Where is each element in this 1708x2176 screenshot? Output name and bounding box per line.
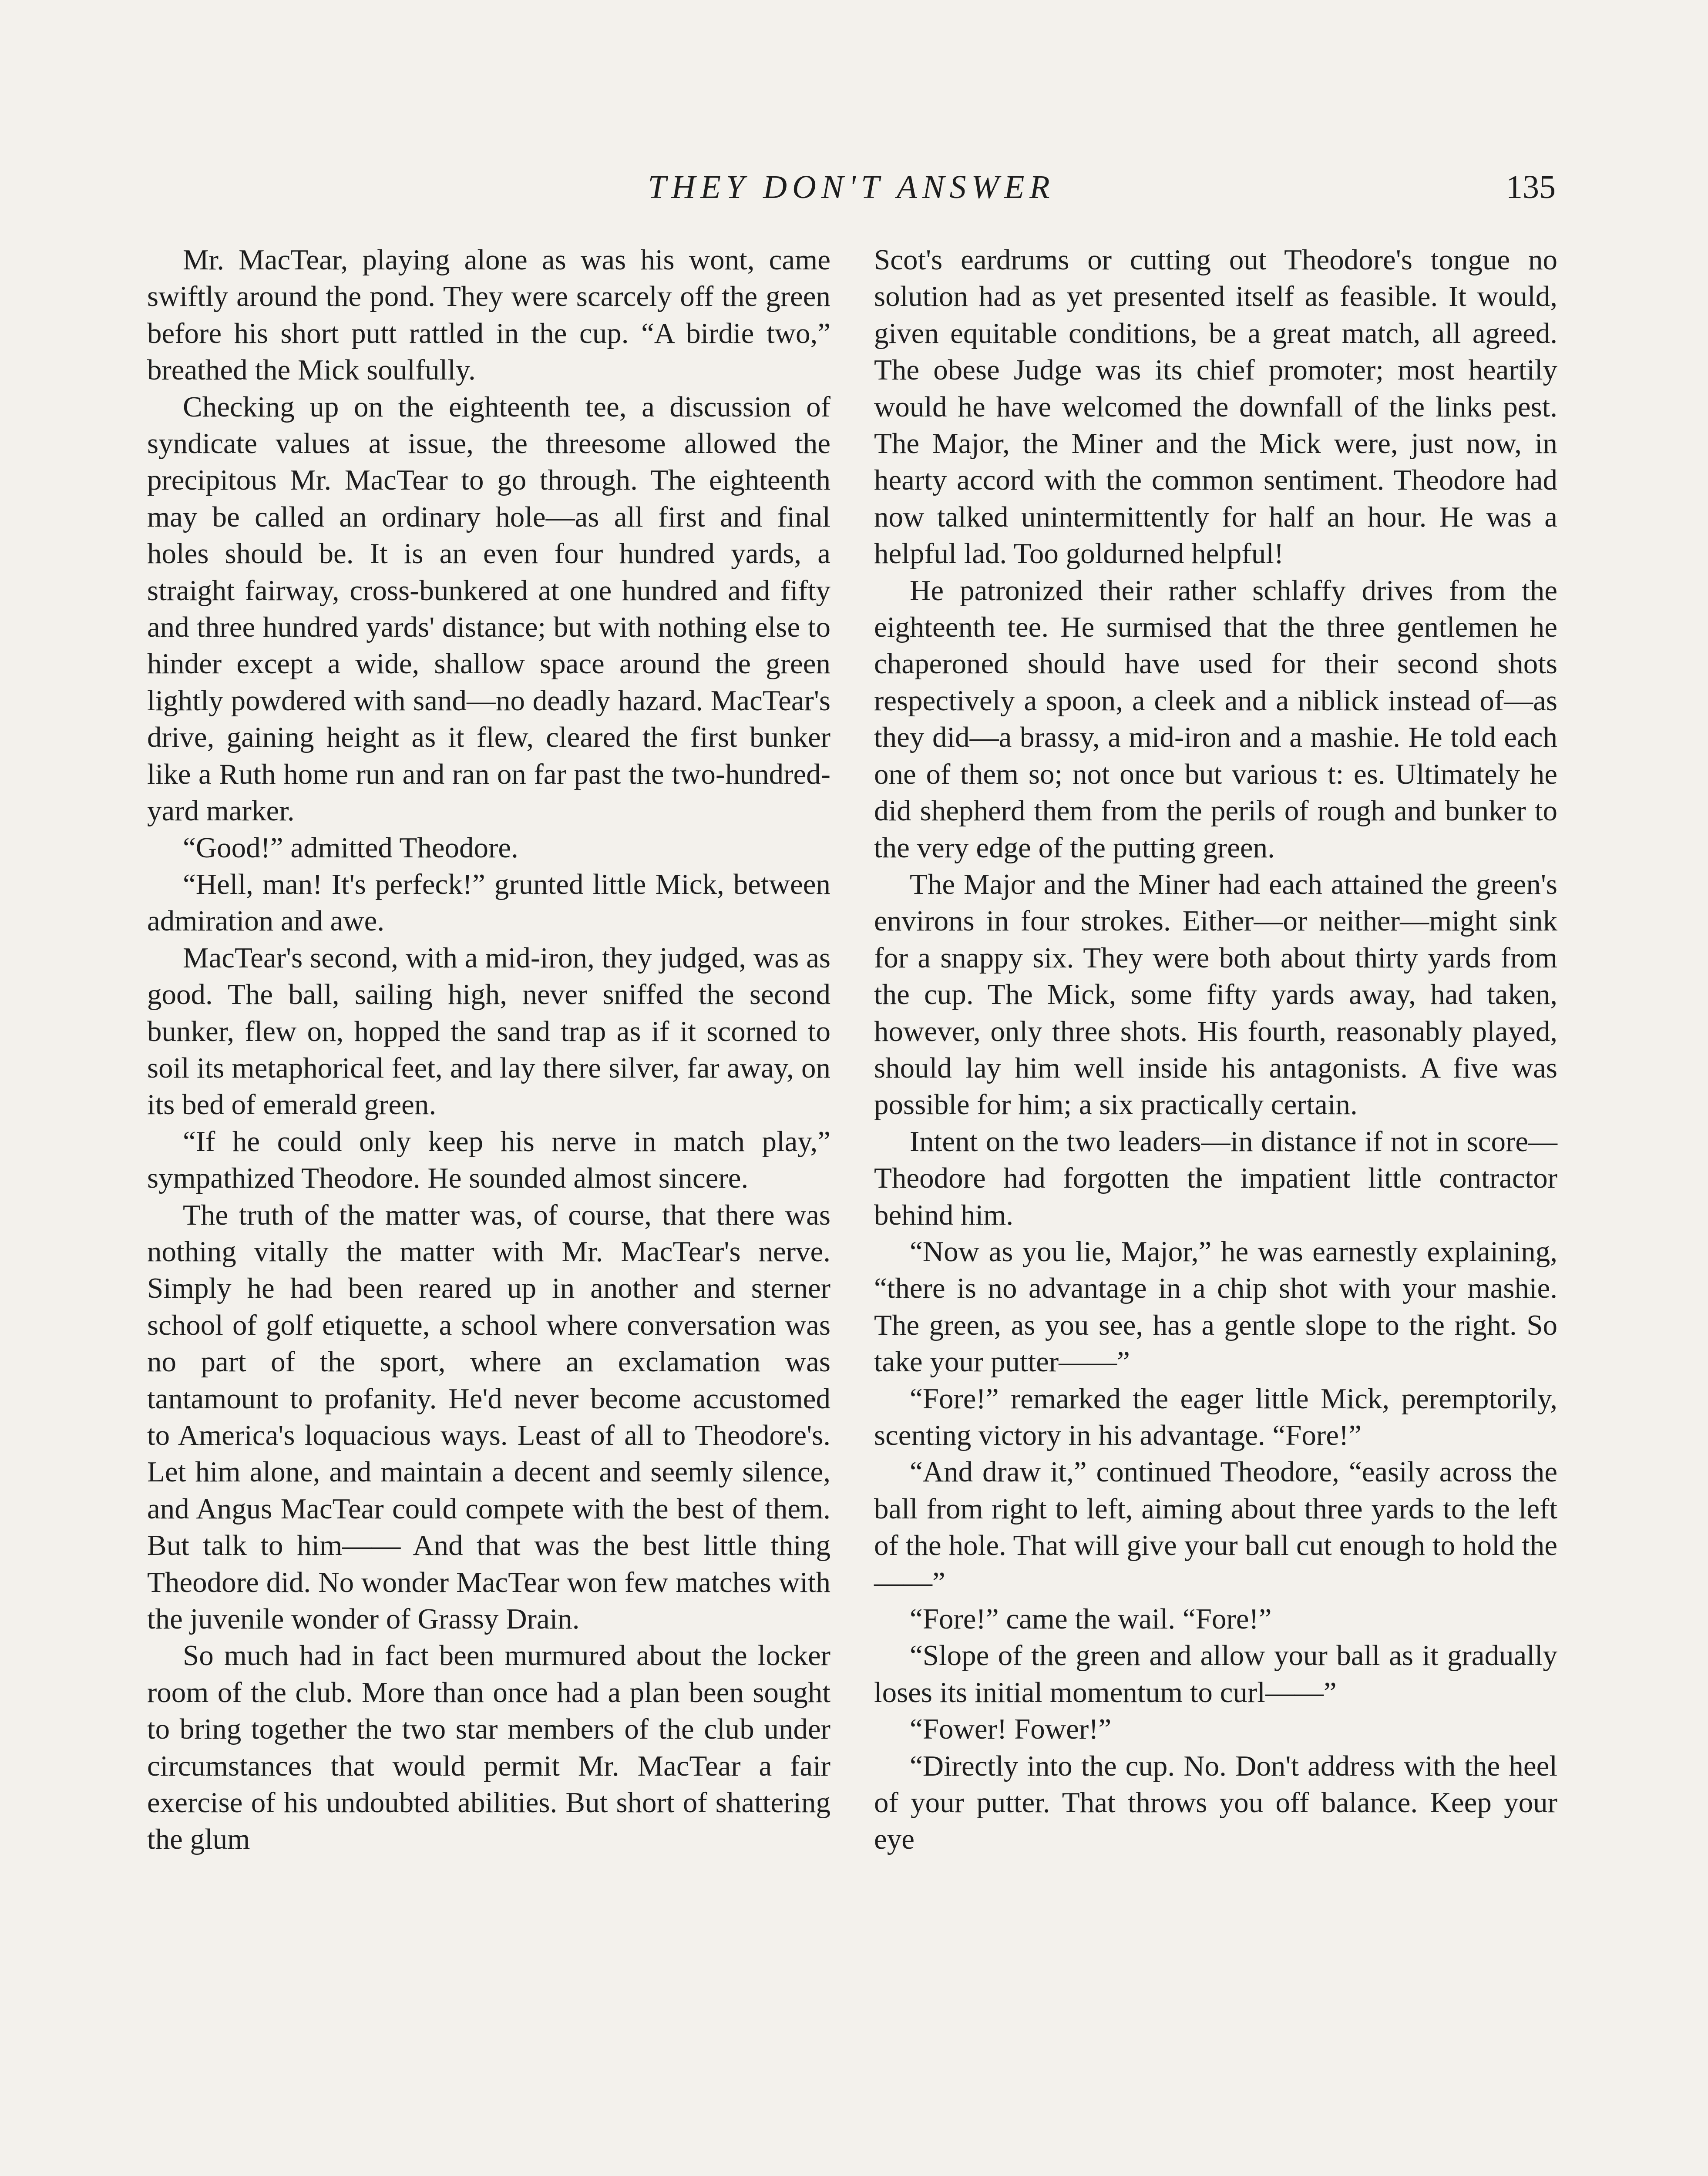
paragraph: “Good!” admitted Theodore. — [183, 831, 518, 864]
paragraph: Intent on the two leaders—in distance if not in score—Theodore had forgotten the impatient little contractor behind him. — [874, 1125, 1557, 1231]
paragraph: “If he could only keep his nerve in match play,” sympathized Theodore. He sounded almost sincere. — [147, 1125, 830, 1195]
paragraph: The Major and the Miner had each attained the green's environs in four strokes. Either—or neither—might sink for a snappy six. They were both about thirty yards from the cup. The Mick, some fifty yards away, had taken, however, only three shots. His fourth, reasonably played, should lay him well inside his antagonists. A five was possible for him; a six practically certain. — [874, 868, 1557, 1121]
paragraph-continued: Scot's eardrums or cutting out Theodore's tongue no solution had as yet presented itself as feasible. It would, given equitable conditions, be a great match, all agreed. The obese Judge was its chief promoter; most heartily would he have welcomed the downfall of the links pest. The Major, the Miner and the Mick were, just now, in hearty accord with the common sentiment. Theodore had now talked unintermittently for half an hour. He was a helpful lad. Too goldurned helpful! — [874, 244, 1557, 570]
paragraph: “And draw it,” continued Theodore, “easily across the ball from right to left, aiming about three yards to the left of the hole. That will give your ball cut enough to hold the——” — [874, 1456, 1557, 1598]
paragraph: “Slope of the green and allow your ball as it gradually loses its initial momentum to curl——” — [874, 1639, 1557, 1709]
paragraph: “Fore!” came the wail. “Fore!” — [910, 1603, 1272, 1635]
paragraph: MacTear's second, with a mid-iron, they judged, was as good. The ball, sailing high, never sniffed the second bunker, flew on, hopped the sand trap as if it scorned to soil its metaphorical feet, and lay there silver, far away, on its bed of emerald green. — [147, 941, 830, 1121]
paragraph: Checking up on the eighteenth tee, a discussion of syndicate values at issue, the threesome allowed the precipitous Mr. MacTear to go through. The eighteenth may be called an ordinary hole—as all first and final holes should be. It is an even four hundred yards, a straight fairway, cross-bunkered at one hundred and fifty and three hundred yards' distance; but with nothing else to hinder except a wide, shallow space around the green lightly powdered with sand—no deadly hazard. MacTear's drive, gaining height as it flew, cleared the first bunker like a Ruth home run and ran on far past the two-hundred-yard marker. — [147, 390, 830, 827]
paragraph: So much had in fact been murmured about the locker room of the club. More than once had a plan been sought to bring together the two star members of the club under circumstances that would permit Mr. MacTear a fair exercise of his undoubted abilities. But short of shattering the glum — [147, 1639, 830, 1856]
right-column — [874, 242, 1557, 1858]
paragraph: “Directly into the cup. No. Don't address with the heel of your putter. That throws you off balance. Keep your eye — [874, 1750, 1557, 1856]
paragraph: The truth of the matter was, of course, that there was nothing vitally the matter with Mr. MacTear's nerve. Simply he had been reared up in another and sterner school of golf etiquette, a school where conversation was no part of the sport, where an exclamation was tantamount to profanity. He'd never become accustomed to America's loquacious ways. Least of all to Theodore's. Let him alone, and maintain a decent and seemly silence, and Angus MacTear could compete with the best of them. But talk to him—— And that was the best little thing Theodore did. No wonder MacTear won few matches with the juvenile wonder of Grassy Drain. — [147, 1199, 830, 1635]
left-column — [147, 242, 830, 1858]
paragraph: “Hell, man! It's perfeck!” grunted little Mick, between admiration and awe. — [147, 868, 830, 937]
paragraph: “Fore!” remarked the eager little Mick, peremptorily, scenting victory in his advantage. “Fore!” — [874, 1382, 1557, 1451]
page-number: 135 — [1506, 169, 1556, 205]
page-header — [147, 163, 1556, 211]
paragraph: Mr. MacTear, playing alone as was his wont, came swiftly around the pond. They were scarcely off the green before his short putt rattled in the cup. “A birdie two,” breathed the Mick soulfully. — [147, 244, 830, 386]
paragraph: “Fower! Fower!” — [910, 1713, 1112, 1746]
paragraph: “Now as you lie, Major,” he was earnestly explaining, “there is no advantage in a chip shot with your mashie. The green, as you see, has a gentle slope to the right. So take your putter——” — [874, 1235, 1557, 1378]
running-title: THEY DON'T ANSWER — [648, 169, 1055, 205]
paragraph: He patronized their rather schlaffy drives from the eighteenth tee. He surmised that the three gentlemen he chaperoned should have used for their second shots respectively a spoon, a cleek and a niblick instead of—as they did—a brassy, a mid-iron and a mashie. He told each one of them so; not once but various t: es. Ultimately he did shepherd them from the perils of rough and bunker to the very edge of the putting green. — [874, 574, 1557, 864]
